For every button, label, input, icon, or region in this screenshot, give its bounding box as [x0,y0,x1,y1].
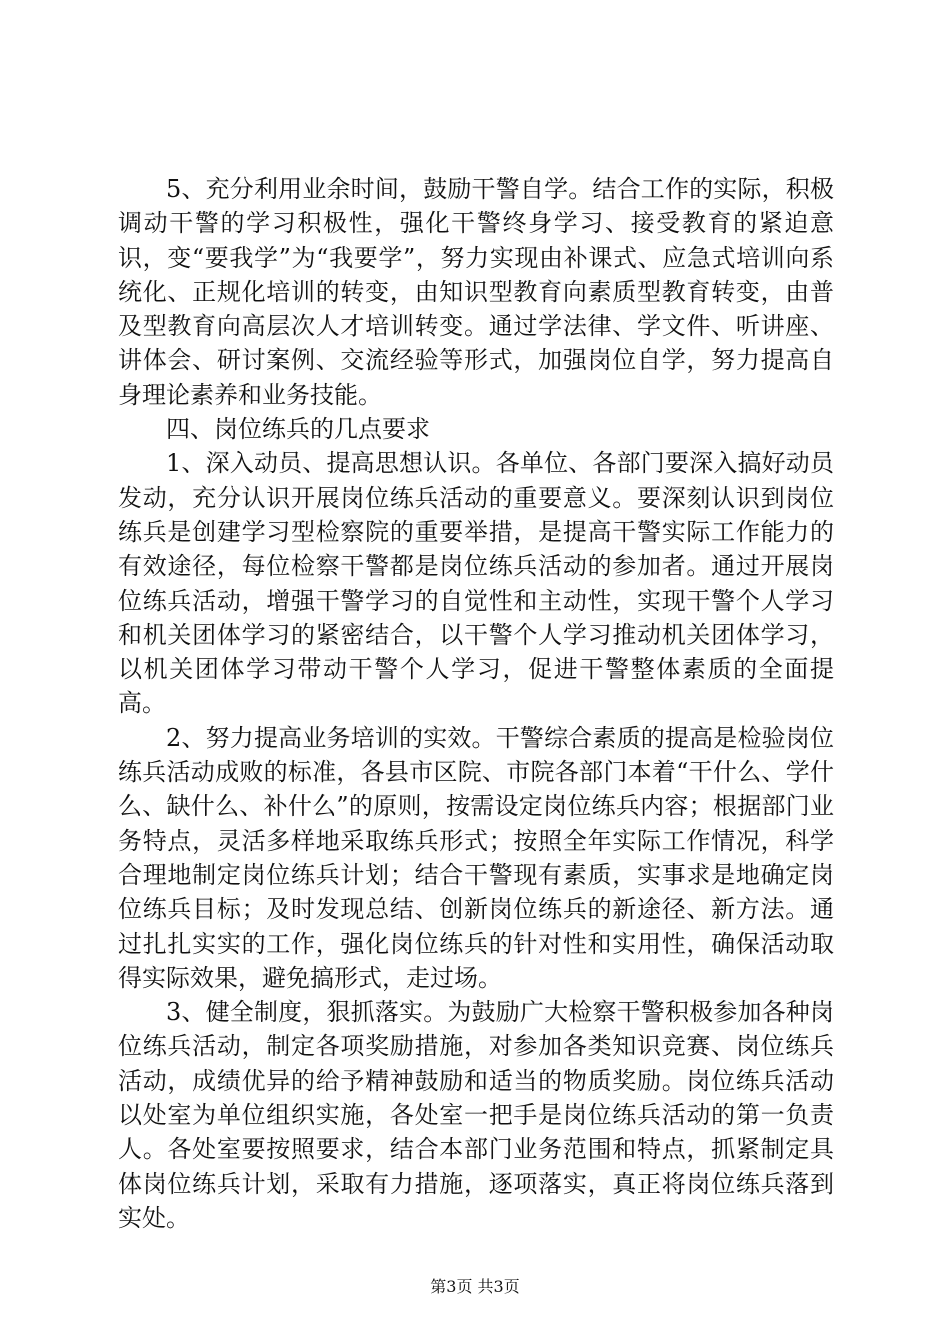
paragraph-requirement-1: 1、深入动员、提高思想认识。各单位、各部门要深入搞好动员发动，充分认识开展岗位练兵活动的重要意义。要深刻认识到岗位练兵是创建学习型检察院的重要举措，是提高干警实际工作能力的有效途径，每位检察干警都是岗位练兵活动的参加者。通过开展岗位练兵活动，增强干警学习的自觉性和主动性，实现干警个人学习和机关团体学习的紧密结合，以干警个人学习推动机关团体学习，以机关团体学习带动干警个人学习，促进干警整体素质的全面提高。 [118,449,834,718]
paragraph-requirement-3: 3、健全制度，狠抓落实。为鼓励广大检察干警积极参加各种岗位练兵活动，制定各项奖励措施，对参加各类知识竞赛、岗位练兵活动，成绩优异的给予精神鼓励和适当的物质奖励。岗位练兵活动以处室为单位组织实施，各处室一把手是岗位练兵活动的第一负责人。各处室要按照要求，结合本部门业务范围和特点，抓紧制定具体岗位练兵计划，采取有力措施，逐项落实，真正将岗位练兵落到实处。 [118,998,834,1232]
document-body [118,172,834,1235]
paragraph-item-5: 5、充分利用业余时间，鼓励干警自学。结合工作的实际，积极调动干警的学习积极性，强化干警终身学习、接受教育的紧迫意识，变“要我学”为“我要学”，努力实现由补课式、应急式培训向系统化、正规化培训的转变，由知识型教育向素质型教育转变，由普及型教育向高层次人才培训转变。通过学法律、学文件、听讲座、讲体会、研讨案例、交流经验等形式，加强岗位自学，努力提高自身理论素养和业务技能。 [118,175,834,409]
paragraph-requirement-2: 2、努力提高业务培训的实效。干警综合素质的提高是检验岗位练兵活动成败的标准，各县市区院、市院各部门本着“干什么、学什么、缺什么、补什么”的原则，按需设定岗位练兵内容；根据部门业务特点，灵活多样地采取练兵形式；按照全年实际工作情况，科学合理地制定岗位练兵计划；结合干警现有素质，实事求是地确定岗位练兵目标；及时发现总结、创新岗位练兵的新途径、新方法。通过扎扎实实的工作，强化岗位练兵的针对性和实用性，确保活动取得实际效果，避免搞形式，走过场。 [118,723,834,992]
section-heading-requirements: 四、岗位练兵的几点要求 [166,415,430,444]
page-footer: 第3页 共3页 [430,1277,520,1296]
